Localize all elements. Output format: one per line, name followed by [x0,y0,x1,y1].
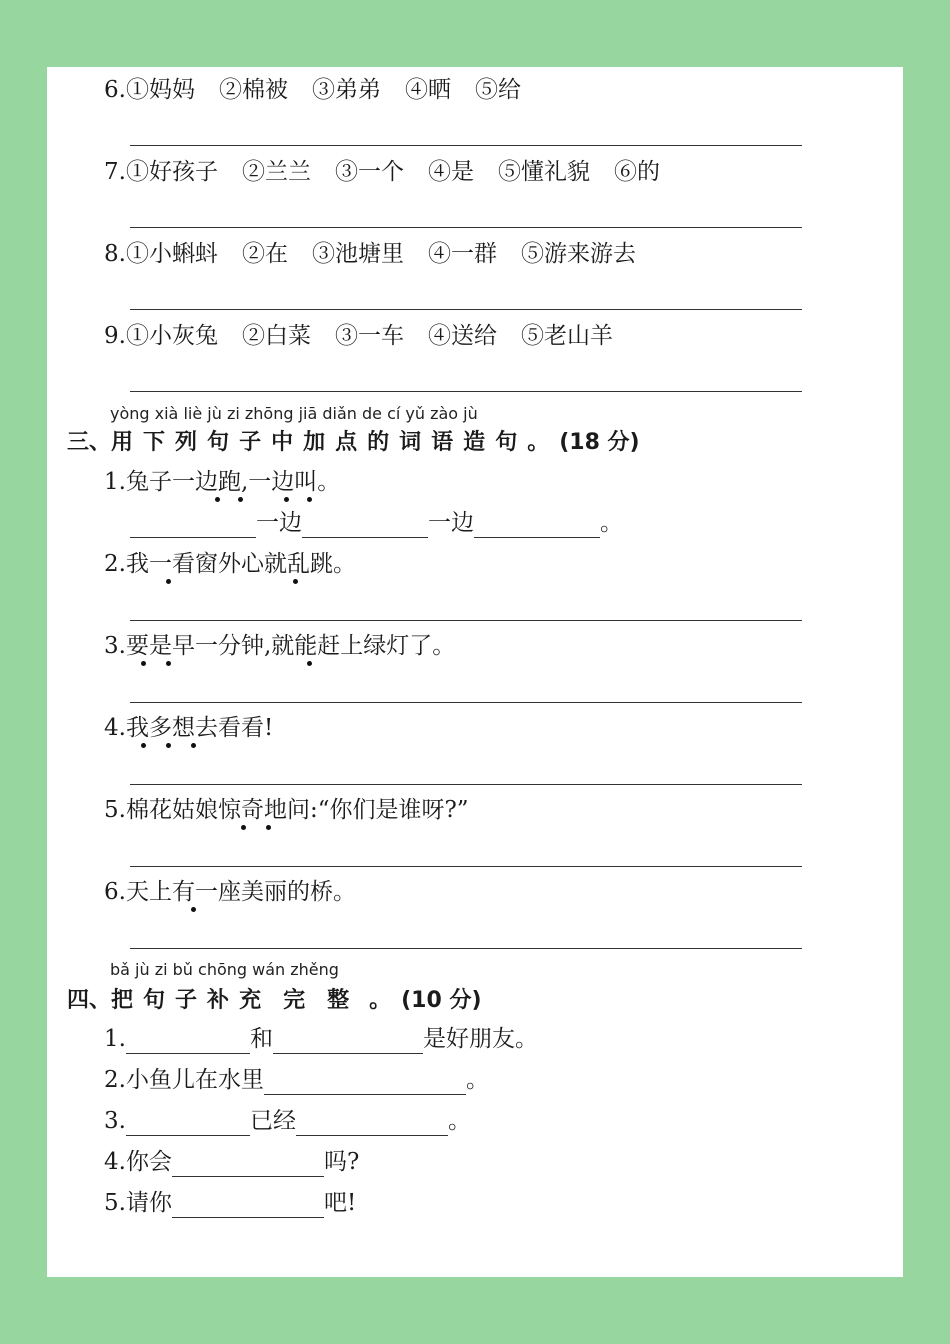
heading-char: 点 [335,430,358,455]
word-option: ④送给 [427,323,497,349]
heading-char: 句 [495,430,518,455]
word-option: ①小蝌蚪 [125,241,218,267]
complete-item-3 [104,1106,471,1136]
emphasis-dot [166,661,171,666]
item-number: 6. [104,879,126,905]
fill-end: 吧! [323,1190,357,1216]
item-number: 7. [104,159,126,185]
heading-char: 完 [283,988,306,1013]
fill-sentence-row [130,508,623,538]
answer-line[interactable] [130,948,802,949]
blank-field[interactable] [130,511,256,538]
word-option: ①小灰兔 [125,323,218,349]
blank-field[interactable] [172,1191,324,1218]
complete-item-4 [104,1147,359,1177]
heading-char: 列 [175,430,198,455]
answer-line[interactable] [130,784,802,785]
heading-char: 。 [369,988,392,1013]
emphasis-dot [307,497,312,502]
sentence-item-2 [104,549,356,579]
word-option: ②白菜 [241,323,311,349]
emphasis-dot [293,579,298,584]
section3-score: (18 分) [559,430,640,455]
answer-line[interactable] [130,145,802,146]
emphasis-dot [266,825,271,830]
word-option: ③一个 [334,159,404,185]
emphasis-dot [284,497,289,502]
order-item-9 [104,321,637,351]
word-option: ⑥的 [613,159,660,185]
fill-end: 是好朋友。 [422,1026,538,1052]
word-option: ②兰兰 [241,159,311,185]
heading-char: 整 [327,988,350,1013]
blank-field[interactable] [302,511,428,538]
heading-char: 子 [175,988,198,1013]
emphasis-dot [238,497,243,502]
item-number: 4. [104,1149,126,1175]
sentence-item-3 [104,631,455,661]
word-option: ⑤游来游去 [520,241,636,267]
heading-char: 的 [367,430,390,455]
heading-char: 句 [207,430,230,455]
fill-end: 。 [447,1108,471,1134]
word-option: ⑤老山羊 [520,323,613,349]
blank-field[interactable] [296,1109,448,1136]
example-sentence: 天上有一座美丽的桥。 [125,879,356,905]
word-option: ③一车 [334,323,404,349]
item-number: 1. [104,469,126,495]
blank-field[interactable] [126,1027,250,1054]
example-sentence: 兔子一边跑,一边叫。 [125,469,341,495]
heading-char: 中 [271,430,294,455]
word-option: ④一群 [427,241,497,267]
heading-char: 三、用 [67,430,134,455]
word-option: ④晒 [404,77,451,103]
item-number: 3. [104,633,126,659]
emphasis-dot [241,825,246,830]
item-number: 8. [104,241,126,267]
word-option: ②在 [241,241,288,267]
emphasis-dot [141,661,146,666]
fill-word: 一边 [256,510,302,536]
sentence-item-5 [104,795,469,825]
item-number: 3. [104,1108,126,1134]
blank-field[interactable] [264,1068,466,1095]
sentence-item-1 [104,467,340,497]
heading-char: 四、把 [67,988,134,1013]
emphasis-dot [191,907,196,912]
order-item-8 [104,239,660,269]
blank-field[interactable] [126,1109,250,1136]
heading-char: 词 [399,430,422,455]
heading-char: 句 [143,988,166,1013]
item-number: 9. [104,323,126,349]
sentence-item-6 [104,877,356,907]
emphasis-dot [166,579,171,584]
example-sentence: 我多想去看看! [125,715,274,741]
answer-line[interactable] [130,309,802,310]
item-number: 6. [104,77,126,103]
item-number: 5. [104,1190,126,1216]
example-sentence: 要是早一分钟,就能赶上绿灯了。 [125,633,456,659]
word-option: ①妈妈 [125,77,195,103]
answer-line[interactable] [130,391,802,392]
item-number: 4. [104,715,126,741]
section4-heading [67,983,482,1014]
heading-char: 补 [207,988,230,1013]
word-option: ③弟弟 [311,77,381,103]
heading-char: 下 [143,430,166,455]
sentence-start: 请你 [125,1190,172,1216]
sentence-start: 小鱼儿在水里 [125,1067,264,1093]
complete-item-1 [104,1024,538,1054]
answer-line[interactable] [130,866,802,867]
complete-item-2 [104,1065,489,1095]
answer-line[interactable] [130,620,802,621]
heading-char: 充 [239,988,262,1013]
blank-field[interactable] [273,1027,423,1054]
item-number: 1. [104,1026,126,1052]
fill-end: 吗? [323,1149,360,1175]
blank-field[interactable] [172,1150,324,1177]
example-sentence: 棉花姑娘惊奇地问:“你们是谁呀?” [125,797,469,823]
section3-pinyin: yòng xià liè jù zi zhōng jiā diǎn de cí yǔ zào jù [110,404,478,423]
order-item-7 [104,157,684,187]
fill-word: 已经 [249,1108,296,1134]
answer-line[interactable] [130,227,802,228]
word-option: ③池塘里 [311,241,404,267]
fill-end: 。 [465,1067,489,1093]
order-item-6 [104,75,545,105]
word-option: ①好孩子 [125,159,218,185]
emphasis-dot [191,743,196,748]
fill-word: 一边 [428,510,474,536]
heading-char: 子 [239,430,262,455]
emphasis-dot [166,743,171,748]
blank-field[interactable] [474,511,600,538]
example-sentence: 我一看窗外心就乱跳。 [125,551,356,577]
item-number: 2. [104,551,126,577]
heading-char: 。 [527,430,550,455]
word-option: ②棉被 [218,77,288,103]
worksheet-page [47,67,903,1277]
complete-item-5 [104,1188,356,1218]
emphasis-dot [215,497,220,502]
item-number: 2. [104,1067,126,1093]
section3-heading [67,425,640,456]
word-option: ⑤懂礼貌 [497,159,590,185]
emphasis-dot [307,661,312,666]
section4-score: (10 分) [401,988,482,1013]
word-option: ④是 [427,159,474,185]
item-number: 5. [104,797,126,823]
fill-word: 和 [249,1026,273,1052]
sentence-start: 你会 [125,1149,172,1175]
word-option: ⑤给 [474,77,521,103]
sentence-item-4 [104,713,273,743]
heading-char: 语 [431,430,454,455]
emphasis-dot [141,743,146,748]
answer-line[interactable] [130,702,802,703]
heading-char: 加 [303,430,326,455]
heading-char: 造 [463,430,486,455]
section4-pinyin: bǎ jù zi bǔ chōng wán zhěng [110,960,339,979]
fill-end: 。 [600,510,623,536]
